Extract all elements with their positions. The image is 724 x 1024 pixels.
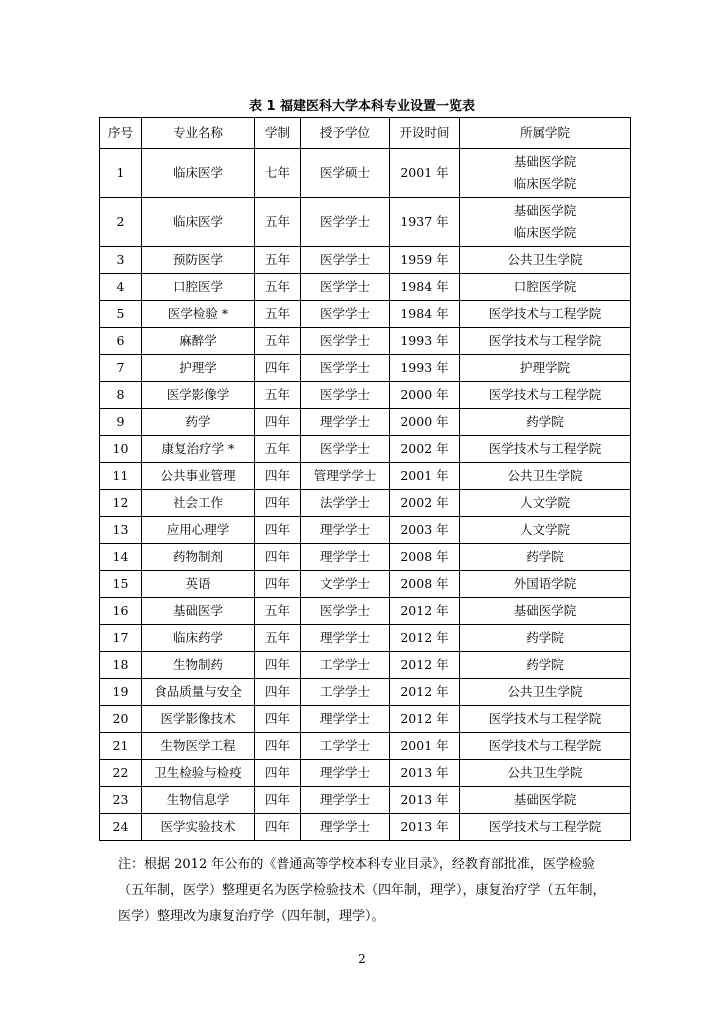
- cell-major: 公共事业管理: [142, 463, 255, 490]
- cell-major: 麻醉学: [142, 328, 255, 355]
- cell-major: 卫生检验与检疫: [142, 760, 255, 787]
- cell-index: 5: [100, 301, 142, 328]
- cell-duration: 四年: [255, 571, 301, 598]
- table-row: [100, 409, 631, 436]
- cell-start-year: 1984 年: [390, 301, 460, 328]
- cell-start-year: 2013 年: [390, 787, 460, 814]
- cell-duration: 四年: [255, 760, 301, 787]
- cell-major: 医学检验 *: [142, 301, 255, 328]
- cell-start-year: 2013 年: [390, 814, 460, 841]
- cell-degree: 医学学士: [301, 598, 390, 625]
- cell-start-year: 2000 年: [390, 409, 460, 436]
- cell-degree: 医学学士: [301, 247, 390, 274]
- cell-college: [460, 436, 631, 463]
- cell-degree: 医学学士: [301, 274, 390, 301]
- cell-index: 21: [100, 733, 142, 760]
- header-major: 专业名称: [142, 118, 255, 149]
- cell-college: [460, 787, 631, 814]
- cell-major: 生物信息学: [142, 787, 255, 814]
- cell-degree: 医学学士: [301, 355, 390, 382]
- cell-major: 基础医学: [142, 598, 255, 625]
- cell-index: 19: [100, 679, 142, 706]
- cell-index: 12: [100, 490, 142, 517]
- cell-college: [460, 274, 631, 301]
- table-row: [100, 679, 631, 706]
- cell-duration: 五年: [255, 274, 301, 301]
- table-row: [100, 247, 631, 274]
- cell-major: 预防医学: [142, 247, 255, 274]
- cell-college: [460, 652, 631, 679]
- cell-college: [460, 247, 631, 274]
- cell-college: [460, 463, 631, 490]
- cell-major: 生物医学工程: [142, 733, 255, 760]
- table-row: [100, 652, 631, 679]
- cell-college: [460, 733, 631, 760]
- cell-major: 生物制药: [142, 652, 255, 679]
- cell-start-year: 2002 年: [390, 490, 460, 517]
- table-caption: 表 1 福建医科大学本科专业设置一览表: [248, 99, 476, 114]
- cell-degree: 理学学士: [301, 787, 390, 814]
- college-name: 临床医学院: [513, 176, 577, 191]
- table-row: [100, 382, 631, 409]
- cell-duration: 五年: [255, 382, 301, 409]
- cell-degree: 工学学士: [301, 733, 390, 760]
- cell-index: 22: [100, 760, 142, 787]
- cell-degree: 理学学士: [301, 544, 390, 571]
- cell-index: 1: [100, 149, 142, 198]
- cell-index: 15: [100, 571, 142, 598]
- college-name: 基础医学院: [513, 792, 577, 807]
- cell-start-year: 1959 年: [390, 247, 460, 274]
- cell-college: [460, 382, 631, 409]
- college-name: 药学院: [526, 657, 564, 672]
- cell-duration: 四年: [255, 409, 301, 436]
- cell-index: 17: [100, 625, 142, 652]
- cell-duration: 四年: [255, 706, 301, 733]
- cell-college: [460, 706, 631, 733]
- cell-major: 临床医学: [142, 149, 255, 198]
- college-name: 药学院: [526, 414, 564, 429]
- header-index: 序号: [100, 118, 142, 149]
- college-name: 临床医学院: [513, 225, 577, 240]
- cell-degree: 理学学士: [301, 625, 390, 652]
- cell-duration: 七年: [255, 149, 301, 198]
- cell-college: [460, 355, 631, 382]
- cell-start-year: 2001 年: [390, 463, 460, 490]
- cell-degree: 医学学士: [301, 328, 390, 355]
- cell-duration: 四年: [255, 814, 301, 841]
- cell-major: 康复治疗学 *: [142, 436, 255, 463]
- cell-major: 药物制剂: [142, 544, 255, 571]
- cell-college: [460, 679, 631, 706]
- cell-degree: 理学学士: [301, 409, 390, 436]
- college-name: 医学技术与工程学院: [488, 819, 602, 834]
- cell-duration: 五年: [255, 247, 301, 274]
- college-name: 人文学院: [519, 522, 570, 537]
- college-name: 外国语学院: [513, 576, 577, 591]
- cell-degree: 法学学士: [301, 490, 390, 517]
- college-name: 医学技术与工程学院: [488, 333, 602, 348]
- cell-index: 3: [100, 247, 142, 274]
- header-duration: 学制: [255, 118, 301, 149]
- cell-index: 2: [100, 198, 142, 247]
- cell-major: 社会工作: [142, 490, 255, 517]
- cell-start-year: 2002 年: [390, 436, 460, 463]
- cell-index: 11: [100, 463, 142, 490]
- majors-table: [99, 117, 631, 841]
- college-name: 公共卫生学院: [507, 684, 583, 699]
- cell-index: 18: [100, 652, 142, 679]
- header-start-year: 开设时间: [390, 118, 460, 149]
- cell-major: 应用心理学: [142, 517, 255, 544]
- cell-college: [460, 814, 631, 841]
- table-row: [100, 328, 631, 355]
- college-name: 公共卫生学院: [507, 252, 583, 267]
- table-row: [100, 149, 631, 198]
- cell-index: 10: [100, 436, 142, 463]
- cell-index: 8: [100, 382, 142, 409]
- cell-major: 口腔医学: [142, 274, 255, 301]
- cell-degree: 医学学士: [301, 301, 390, 328]
- cell-major: 临床医学: [142, 198, 255, 247]
- cell-college: [460, 490, 631, 517]
- cell-start-year: 2012 年: [390, 625, 460, 652]
- table-row: [100, 301, 631, 328]
- table-row: [100, 760, 631, 787]
- cell-college: [460, 760, 631, 787]
- cell-degree: 医学硕士: [301, 149, 390, 198]
- cell-start-year: 1993 年: [390, 355, 460, 382]
- cell-duration: 五年: [255, 436, 301, 463]
- cell-start-year: 2012 年: [390, 679, 460, 706]
- cell-degree: 医学学士: [301, 436, 390, 463]
- cell-college: [460, 328, 631, 355]
- table-row: [100, 598, 631, 625]
- cell-index: 24: [100, 814, 142, 841]
- cell-duration: 四年: [255, 355, 301, 382]
- table-row: [100, 625, 631, 652]
- page-number: 2: [358, 952, 366, 966]
- table-row: [100, 706, 631, 733]
- cell-degree: 工学学士: [301, 652, 390, 679]
- college-name: 医学技术与工程学院: [488, 711, 602, 726]
- cell-degree: 医学学士: [301, 382, 390, 409]
- college-name: 药学院: [526, 630, 564, 645]
- cell-index: 23: [100, 787, 142, 814]
- table-row: [100, 198, 631, 247]
- college-name: 医学技术与工程学院: [488, 738, 602, 753]
- cell-duration: 四年: [255, 733, 301, 760]
- table-header-row: [100, 118, 631, 149]
- cell-index: 13: [100, 517, 142, 544]
- college-name: 口腔医学院: [513, 279, 577, 294]
- college-name: 人文学院: [519, 495, 570, 510]
- cell-degree: 理学学士: [301, 517, 390, 544]
- cell-duration: 五年: [255, 198, 301, 247]
- table-row: [100, 463, 631, 490]
- table-row: [100, 490, 631, 517]
- cell-start-year: 2001 年: [390, 733, 460, 760]
- cell-major: 医学实验技术: [142, 814, 255, 841]
- cell-degree: 文学学士: [301, 571, 390, 598]
- cell-college: [460, 149, 631, 198]
- table-body: [100, 149, 631, 841]
- header-college: 所属学院: [460, 118, 631, 149]
- table-row: [100, 814, 631, 841]
- cell-major: 临床药学: [142, 625, 255, 652]
- cell-major: 医学影像技术: [142, 706, 255, 733]
- cell-index: 6: [100, 328, 142, 355]
- cell-college: [460, 598, 631, 625]
- college-name: 医学技术与工程学院: [488, 387, 602, 402]
- table-row: [100, 733, 631, 760]
- cell-start-year: 2001 年: [390, 149, 460, 198]
- cell-duration: 五年: [255, 625, 301, 652]
- cell-college: [460, 571, 631, 598]
- cell-degree: 理学学士: [301, 814, 390, 841]
- cell-college: [460, 198, 631, 247]
- college-name: 基础医学院: [513, 603, 577, 618]
- cell-start-year: 1984 年: [390, 274, 460, 301]
- cell-college: [460, 409, 631, 436]
- college-name: 公共卫生学院: [507, 468, 583, 483]
- cell-major: 药学: [142, 409, 255, 436]
- table-row: [100, 355, 631, 382]
- table-row: [100, 517, 631, 544]
- cell-index: 14: [100, 544, 142, 571]
- college-name: 公共卫生学院: [507, 765, 583, 780]
- cell-major: 食品质量与安全: [142, 679, 255, 706]
- header-degree: 授予学位: [301, 118, 390, 149]
- college-name: 医学技术与工程学院: [488, 306, 602, 321]
- cell-degree: 管理学学士: [301, 463, 390, 490]
- cell-duration: 五年: [255, 598, 301, 625]
- cell-duration: 四年: [255, 652, 301, 679]
- cell-degree: 工学学士: [301, 679, 390, 706]
- cell-duration: 五年: [255, 328, 301, 355]
- cell-start-year: 1937 年: [390, 198, 460, 247]
- cell-start-year: 2013 年: [390, 760, 460, 787]
- cell-college: [460, 625, 631, 652]
- cell-start-year: 2008 年: [390, 544, 460, 571]
- college-name: 医学技术与工程学院: [488, 441, 602, 456]
- table-row: [100, 787, 631, 814]
- cell-duration: 四年: [255, 679, 301, 706]
- cell-start-year: 2012 年: [390, 706, 460, 733]
- cell-college: [460, 544, 631, 571]
- table-row: [100, 436, 631, 463]
- college-name: 基础医学院: [513, 154, 577, 169]
- cell-major: 医学影像学: [142, 382, 255, 409]
- cell-duration: 四年: [255, 463, 301, 490]
- cell-start-year: 2000 年: [390, 382, 460, 409]
- cell-duration: 四年: [255, 544, 301, 571]
- cell-degree: 理学学士: [301, 760, 390, 787]
- cell-duration: 四年: [255, 490, 301, 517]
- college-name: 护理学院: [519, 360, 570, 375]
- cell-college: [460, 517, 631, 544]
- cell-major: 英语: [142, 571, 255, 598]
- college-name: 基础医学院: [513, 203, 577, 218]
- cell-index: 16: [100, 598, 142, 625]
- cell-start-year: 2008 年: [390, 571, 460, 598]
- note-text: 注：根据 2012 年公布的《普通高等学校本科专业目录》，经教育部批准，医学检验（五年制，医学）整理更名为医学检验技术（四年制，理学），康复治疗学（五年制，医学）整理改为康复治疗学（四年制，理学）。: [118, 857, 606, 924]
- cell-start-year: 2003 年: [390, 517, 460, 544]
- cell-index: 9: [100, 409, 142, 436]
- cell-duration: 五年: [255, 301, 301, 328]
- table-row: [100, 544, 631, 571]
- cell-duration: 四年: [255, 517, 301, 544]
- cell-index: 4: [100, 274, 142, 301]
- cell-college: [460, 301, 631, 328]
- cell-major: 护理学: [142, 355, 255, 382]
- cell-start-year: 2012 年: [390, 652, 460, 679]
- table-row: [100, 571, 631, 598]
- table-row: [100, 274, 631, 301]
- cell-index: 7: [100, 355, 142, 382]
- cell-start-year: 1993 年: [390, 328, 460, 355]
- cell-degree: 理学学士: [301, 706, 390, 733]
- cell-duration: 四年: [255, 787, 301, 814]
- table-note: [118, 852, 618, 930]
- college-name: 药学院: [526, 549, 564, 564]
- cell-index: 20: [100, 706, 142, 733]
- cell-degree: 医学学士: [301, 198, 390, 247]
- cell-start-year: 2012 年: [390, 598, 460, 625]
